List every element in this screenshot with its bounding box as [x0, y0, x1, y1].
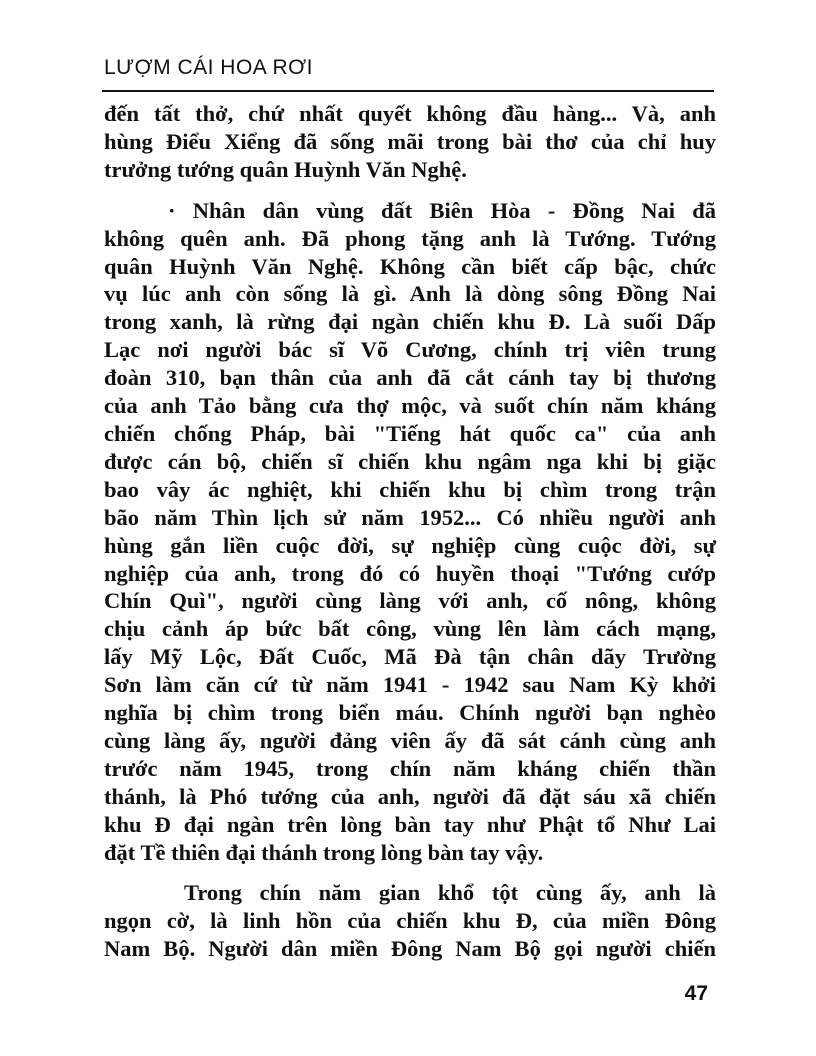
text-line: không quên anh. Đã phong tặng anh là Tướng. Tướng [104, 225, 716, 251]
text-line: Lạc nơi người bác sĩ Võ Cương, chính trị viên trung [104, 337, 716, 363]
text-line: khu Đ đại ngàn trên lòng bàn tay như Phật tổ Như Lai [104, 811, 716, 837]
text-line: của anh Tảo bằng cưa thợ mộc, và suốt chín năm kháng [104, 393, 716, 419]
running-header: LƯỢM CÁI HOA RƠI [104, 56, 313, 79]
text-line: nghĩa bị chìm trong biển máu. Chính người bạn nghèo [104, 700, 716, 726]
text-line: vụ lúc anh còn sống là gì. Anh là dòng sông Đồng Nai [104, 281, 716, 307]
text-line: trong xanh, là rừng đại ngàn chiến khu Đ. Là suối Dấp [104, 309, 716, 335]
text-line: lấy Mỹ Lộc, Đất Cuốc, Mã Đà tận chân dãy Trường [104, 644, 716, 670]
paragraph-3 [104, 879, 716, 963]
text-line: Chín Quì", người cùng làng với anh, cố nông, không [104, 588, 716, 614]
paragraph-1 [104, 100, 716, 184]
text-line: thánh, là Phó tướng của anh, người đã đặt sáu xã chiến [104, 783, 716, 809]
header-rule [102, 90, 714, 92]
text-line: được cán bộ, chiến sĩ chiến khu ngâm nga khi bị giặc [104, 448, 716, 474]
text-line: chiến chống Pháp, bài "Tiếng hát quốc ca" của anh [104, 420, 716, 446]
text-line: hùng Điểu Xiểng đã sống mãi trong bài thơ của chỉ huy [104, 128, 716, 154]
text-line: quân Huỳnh Văn Nghệ. Không cần biết cấp bậc, chức [104, 253, 716, 279]
text-line: bão năm Thìn lịch sử năm 1952... Có nhiều người anh [104, 504, 716, 530]
text-line: bao vây ác nghiệt, khi chiến khu bị chìm trong trận [104, 476, 716, 502]
text-line: đến tất thở, chứ nhất quyết không đầu hàng... Và, anh [104, 101, 716, 126]
text-line: đặt Tề thiên đại thánh trong lòng bàn tay vậy. [104, 839, 544, 865]
text-line: trưởng tướng quân Huỳnh Văn Nghệ. [104, 156, 467, 182]
text-line: trước năm 1945, trong chín năm kháng chiến thần [104, 755, 716, 781]
text-line: cùng làng ấy, người đảng viên ấy đã sát cánh cùng anh [104, 727, 716, 753]
text-line: hùng gắn liền cuộc đời, sự nghiệp cùng cuộc đời, sự [104, 532, 716, 558]
text-line: chịu cảnh áp bức bất công, vùng lên làm cách mạng, [104, 616, 716, 642]
text-line: Nam Bộ. Người dân miền Đông Nam Bộ gọi người chiến [104, 936, 716, 962]
paragraph-2 [104, 197, 716, 867]
text-line: Trong chín năm gian khổ tột cùng ấy, anh là [184, 880, 716, 906]
page-number: 47 [684, 982, 708, 1005]
text-line: · Nhân dân vùng đất Biên Hòa - Đồng Nai đã [168, 197, 716, 223]
text-line: nghiệp của anh, trong đó có huyền thoại "Tướng cướp [104, 560, 716, 586]
text-line: ngọn cờ, là linh hồn của chiến khu Đ, của miền Đông [104, 908, 716, 934]
text-line: đoàn 310, bạn thân của anh đã cắt cánh tay bị thương [104, 365, 716, 391]
text-line: Sơn làm căn cứ từ năm 1941 - 1942 sau Nam Kỳ khởi [104, 672, 716, 698]
body-text [104, 100, 716, 963]
